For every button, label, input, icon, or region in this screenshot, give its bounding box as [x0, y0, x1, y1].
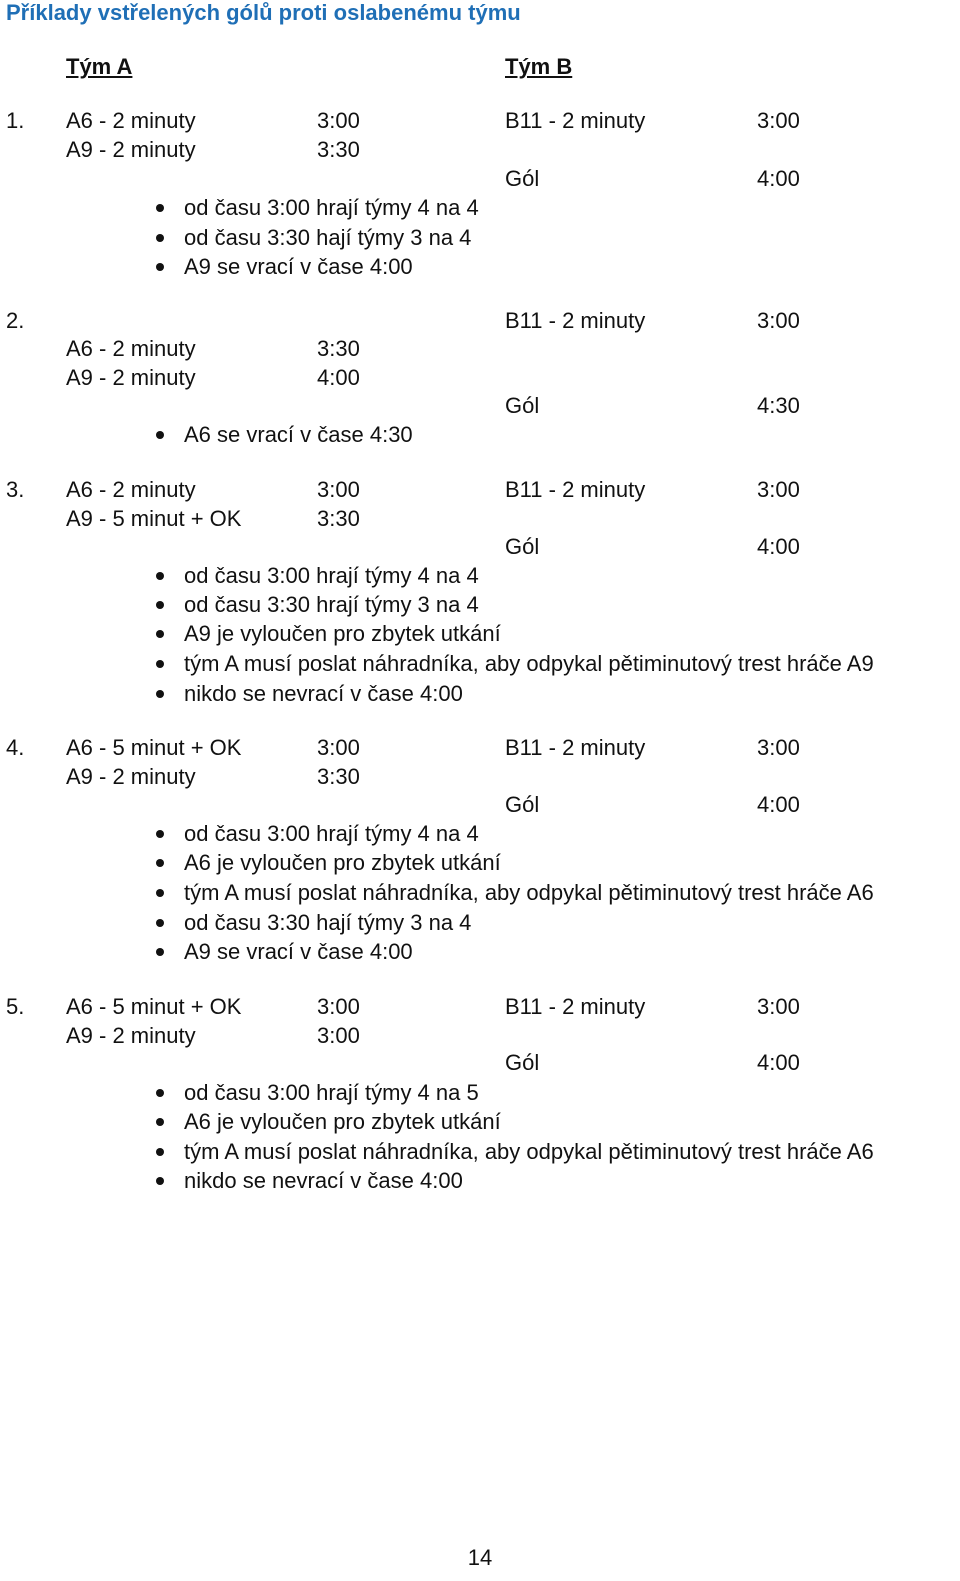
team-b-header: Tým B [505, 54, 573, 79]
team-a-penalty-time: 3:00 [317, 1023, 360, 1048]
team-b-penalty: B11 - 2 minuty [505, 735, 646, 760]
team-b-penalty: B11 - 2 minuty [505, 477, 646, 502]
team-a-penalty-time: 3:30 [317, 506, 360, 531]
team-a-penalty: A6 - 5 minut + OK [66, 994, 242, 1019]
bullet-icon [156, 830, 164, 838]
bullet-icon [156, 690, 164, 698]
bullet-icon [156, 1177, 164, 1185]
bullet-icon [156, 572, 164, 580]
team-a-penalty: A6 - 5 minut + OK [66, 735, 242, 760]
team-a-penalty-time: 3:30 [317, 336, 360, 361]
team-b-penalty-time: 3:00 [757, 108, 800, 133]
team-b-penalty: B11 - 2 minuty [505, 994, 646, 1019]
page-title: Příklady vstřelených gólů proti oslabenému týmu [6, 0, 521, 25]
bullet-icon [156, 601, 164, 609]
goal-label: Gól [505, 792, 540, 817]
team-a-penalty-time: 4:00 [317, 365, 360, 390]
team-b-penalty-time: 3:00 [757, 477, 800, 502]
team-a-penalty: A9 - 2 minuty [66, 365, 196, 390]
bullet-icon [156, 263, 164, 271]
team-a-penalty: A9 - 2 minuty [66, 764, 196, 789]
note-item: A6 je vyloučen pro zbytek utkání [184, 850, 501, 875]
goal-label: Gól [505, 534, 540, 559]
bullet-icon [156, 948, 164, 956]
goal-label: Gól [505, 393, 540, 418]
team-a-penalty-time: 3:30 [317, 137, 360, 162]
team-a-penalty-time: 3:30 [317, 764, 360, 789]
note-item: tým A musí poslat náhradníka, aby odpykal pětiminutový trest hráče A6 [184, 880, 874, 905]
note-item: nikdo se nevrací v čase 4:00 [184, 1168, 463, 1193]
note-item: A9 je vyloučen pro zbytek utkání [184, 621, 501, 646]
goal-time: 4:00 [757, 1050, 800, 1075]
example-number: 2. [6, 308, 25, 333]
team-a-penalty-time: 3:00 [317, 735, 360, 760]
goal-time: 4:00 [757, 166, 800, 191]
note-item: A9 se vrací v čase 4:00 [184, 939, 413, 964]
note-item: od času 3:30 hají týmy 3 na 4 [184, 910, 472, 935]
team-b-penalty-time: 3:00 [757, 994, 800, 1019]
goal-time: 4:00 [757, 534, 800, 559]
example-number: 4. [6, 735, 25, 760]
bullet-icon [156, 234, 164, 242]
team-a-penalty: A9 - 2 minuty [66, 1023, 196, 1048]
note-item: od času 3:00 hrají týmy 4 na 4 [184, 821, 479, 846]
bullet-icon [156, 204, 164, 212]
note-item: od času 3:30 hají týmy 3 na 4 [184, 225, 472, 250]
example-number: 3. [6, 477, 25, 502]
bullet-icon [156, 1089, 164, 1097]
note-item: tým A musí poslat náhradníka, aby odpykal pětiminutový trest hráče A9 [184, 651, 874, 676]
bullet-icon [156, 660, 164, 668]
bullet-icon [156, 431, 164, 439]
bullet-icon [156, 630, 164, 638]
note-item: A6 je vyloučen pro zbytek utkání [184, 1109, 501, 1134]
team-a-penalty-time: 3:00 [317, 108, 360, 133]
note-item: od času 3:00 hrají týmy 4 na 5 [184, 1080, 479, 1105]
team-b-penalty-time: 3:00 [757, 735, 800, 760]
note-item: od času 3:00 hrají týmy 4 na 4 [184, 563, 479, 588]
note-item: od času 3:00 hrají týmy 4 na 4 [184, 195, 479, 220]
bullet-icon [156, 1148, 164, 1156]
note-item: A9 se vrací v čase 4:00 [184, 254, 413, 279]
example-number: 5. [6, 994, 25, 1019]
note-item: od času 3:30 hrají týmy 3 na 4 [184, 592, 479, 617]
team-a-penalty-time: 3:00 [317, 994, 360, 1019]
team-a-header: Tým A [66, 54, 133, 79]
team-a-penalty: A9 - 2 minuty [66, 137, 196, 162]
team-b-penalty: B11 - 2 minuty [505, 108, 646, 133]
team-a-penalty: A6 - 2 minuty [66, 108, 196, 133]
goal-time: 4:00 [757, 792, 800, 817]
example-number: 1. [6, 108, 25, 133]
note-item: nikdo se nevrací v čase 4:00 [184, 681, 463, 706]
goal-time: 4:30 [757, 393, 800, 418]
bullet-icon [156, 1118, 164, 1126]
team-b-penalty: B11 - 2 minuty [505, 308, 646, 333]
note-item: tým A musí poslat náhradníka, aby odpykal pětiminutový trest hráče A6 [184, 1139, 874, 1164]
team-a-penalty: A6 - 2 minuty [66, 477, 196, 502]
team-a-penalty: A9 - 5 minut + OK [66, 506, 242, 531]
note-item: A6 se vrací v čase 4:30 [184, 422, 413, 447]
bullet-icon [156, 859, 164, 867]
team-a-penalty-time: 3:00 [317, 477, 360, 502]
goal-label: Gól [505, 166, 540, 191]
team-b-penalty-time: 3:00 [757, 308, 800, 333]
page-number: 14 [467, 1545, 493, 1570]
bullet-icon [156, 889, 164, 897]
goal-label: Gól [505, 1050, 540, 1075]
bullet-icon [156, 919, 164, 927]
team-a-penalty: A6 - 2 minuty [66, 336, 196, 361]
